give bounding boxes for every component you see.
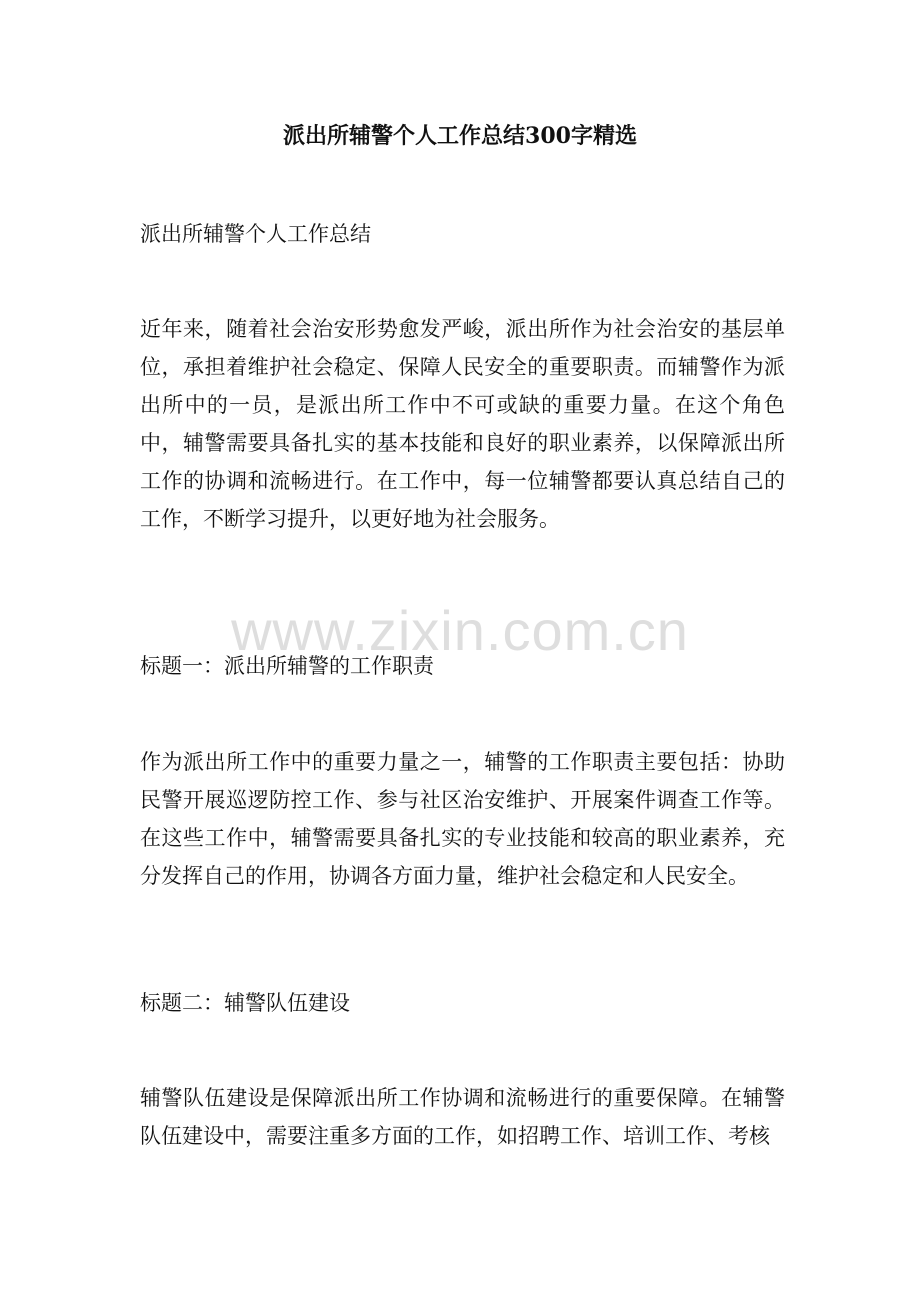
duties-paragraph: 作为派出所工作中的重要力量之一，辅警的工作职责主要包括：协助民警开展巡逻防控工作、参与社区治安维护、开展案件调查工作等。在这些工作中，辅警需要具备扎实的专业技能和较高的职业素养，充分发挥自己的作用，协调各方面力量，维护社会稳定和人民安全。	[140, 750, 785, 888]
section-heading-team-building: 标题二：辅警队伍建设	[140, 991, 350, 1015]
team-building-paragraph: 辅警队伍建设是保障派出所工作协调和流畅进行的重要保障。在辅警队伍建设中，需要注重多方面的工作，如招聘工作、培训工作、考核	[140, 1086, 785, 1148]
document-subtitle: 派出所辅警个人工作总结	[140, 222, 371, 246]
section-heading-duties: 标题一：派出所辅警的工作职责	[140, 654, 434, 678]
document-title: 派出所辅警个人工作总结300字精选	[283, 123, 637, 149]
intro-paragraph: 近年来，随着社会治安形势愈发严峻，派出所作为社会治安的基层单位，承担着维护社会稳定、保障人民安全的重要职责。而辅警作为派出所中的一员，是派出所工作中不可或缺的重要力量。在这个角色中，辅警需要具备扎实的基本技能和良好的职业素养，以保障派出所工作的协调和流畅进行。在工作中，每一位辅警都要认真总结自己的工作，不断学习提升，以更好地为社会服务。	[140, 317, 785, 531]
watermark: www.zixin.com.cn	[231, 599, 689, 662]
